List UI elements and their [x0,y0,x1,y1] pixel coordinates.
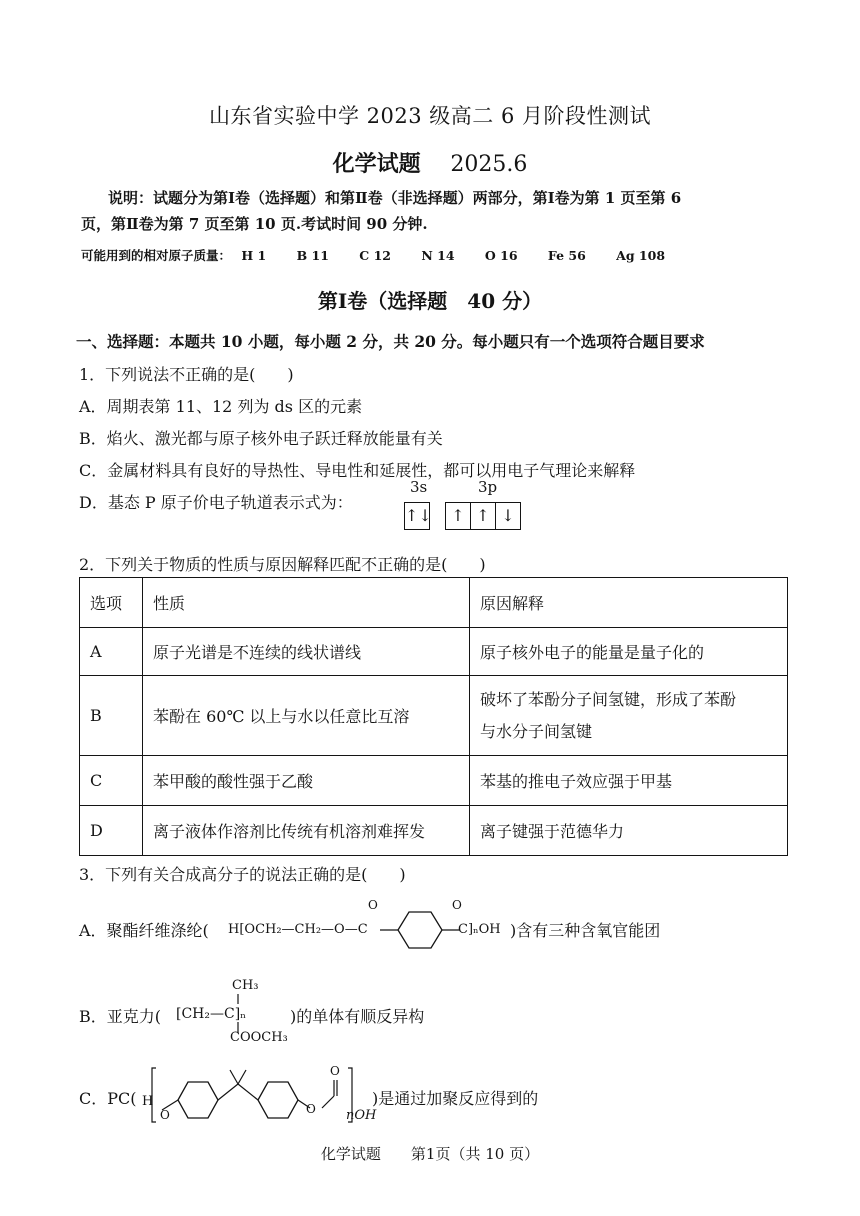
row-b-reason-line-2: 与水分子间氢键 [480,721,593,741]
q1-option-a: A．周期表第 11、12 列为 ds 区的元素 [79,397,363,416]
row-b-reason-line-1: 破坏了苯酚分子间氢键，形成了苯酚 [480,689,737,709]
part-heading: 一、选择题：本题共 10 小题，每小题 2 分，共 20 分。每小题只有一个选项符合题目要求 [76,332,705,351]
q2-table [79,577,788,856]
q3-option-c-prefix: C．PC( [79,1089,137,1108]
pc-end-noh: nOH [346,1108,377,1123]
row-c-property: 苯甲酸的酸性强于乙酸 [143,756,470,806]
orbital-3p-label: 3p [478,478,498,496]
pmma-methyl: CH₃ [232,978,259,993]
row-c-option: C [80,756,143,806]
row-d-reason: 离子键强于范德华力 [470,806,788,856]
header-reason: 原因解释 [470,578,788,628]
atomic-mass-label: 可能用到的相对原子质量： [81,248,232,263]
mass-c: C 12 [359,248,391,263]
table-row [80,676,788,756]
pmma-backbone: [CH₂—C]ₙ [176,1006,247,1022]
pc-end-h: H [142,1094,154,1109]
table-row [80,806,788,856]
q1-stem: 1．下列说法不正确的是( ) [79,365,294,384]
orbital-3p-box [445,502,521,530]
row-a-reason: 原子核外电子的能量是量子化的 [470,628,788,676]
pet-formula-left: H[OCH₂—CH₂—O—C [228,922,368,937]
mass-b: B 11 [296,248,329,263]
pet-structure-drawing [380,898,460,954]
orbital-3s-box [404,502,430,530]
mass-o: O 16 [484,248,518,263]
row-a-property: 原子光谱是不连续的线状谱线 [143,628,470,676]
row-b-option: B [80,676,143,756]
q3-option-b-prefix: B．亚克力( [79,1007,162,1026]
page-footer: 化学试题 第1页（共 10 页） [320,1145,540,1163]
orbital-3s-cell: ↑↓ [405,506,432,525]
mass-h: H 1 [241,248,267,263]
instructions-line-1: 说明：试题分为第Ⅰ卷（选择题）和第Ⅱ卷（非选择题）两部分，第Ⅰ卷为第 1 页至第 6 [108,189,682,207]
pet-formula-right: C]ₙOH [458,922,501,937]
q3-option-a-prefix: A．聚酯纤维涤纶( [79,921,209,940]
exam-title: 山东省实验中学 2023 级高二 6 月阶段性测试 [208,104,651,128]
table-row [80,756,788,806]
row-a-option: A [80,628,143,676]
header-property: 性质 [143,578,470,628]
subject-name: 化学试题 [332,151,421,177]
q2-stem: 2．下列关于物质的性质与原因解释匹配不正确的是( ) [79,555,486,574]
mass-n: N 14 [421,248,455,263]
q1-option-c: C．金属材料具有良好的导热性、导电性和延展性，都可以用电子气理论来解释 [79,461,636,480]
table-header-row [80,578,788,628]
mass-fe: Fe 56 [547,248,586,263]
orbital-3p-cell-1: ↑ [446,503,471,529]
row-d-property: 离子液体作溶剂比传统有机溶剂难挥发 [143,806,470,856]
orbital-3p-cell-3: ↓ [501,506,515,525]
pet-carbonyl-o-1: O [368,898,378,912]
mass-ag: Ag 108 [616,248,666,263]
pmma-bonds [236,994,240,1034]
row-c-reason: 苯基的推电子效应强于甲基 [470,756,788,806]
q3-stem: 3．下列有关合成高分子的说法正确的是( ) [79,865,406,884]
q3-option-b-suffix: )的单体有顺反异构 [290,1007,425,1026]
atomic-mass-list [81,246,691,264]
pmma-ester: COOCH₃ [230,1030,288,1045]
pc-carbonyl-o: O [330,1064,340,1078]
q1-option-d: D．基态 P 原子价电子轨道表示式为： [79,493,353,512]
exam-date: 2025.6 [450,152,528,177]
section-title: 第Ⅰ卷（选择题 40 分） [317,289,543,313]
pc-ether-o: O [160,1108,170,1122]
row-d-option: D [80,806,143,856]
pet-carbonyl-o-2: O [452,898,462,912]
row-b-reason [470,676,788,756]
orbital-3s-label: 3s [410,478,428,496]
row-b-property: 苯酚在 60℃ 以上与水以任意比互溶 [143,676,470,756]
q1-option-b: B．焰火、激光都与原子核外电子跃迁释放能量有关 [79,429,443,448]
table-row [80,628,788,676]
instructions-line-2: 页，第Ⅱ卷为第 7 页至第 10 页.考试时间 90 分钟. [81,215,428,233]
subject-title [0,147,860,178]
header-option: 选项 [80,578,143,628]
pc-carbonate-o: O [306,1102,316,1116]
orbital-3p-cell-2: ↑ [471,503,496,529]
q3-option-a-suffix: )含有三种含氧官能团 [510,921,661,940]
q3-option-c-suffix: )是通过加聚反应得到的 [372,1089,539,1108]
